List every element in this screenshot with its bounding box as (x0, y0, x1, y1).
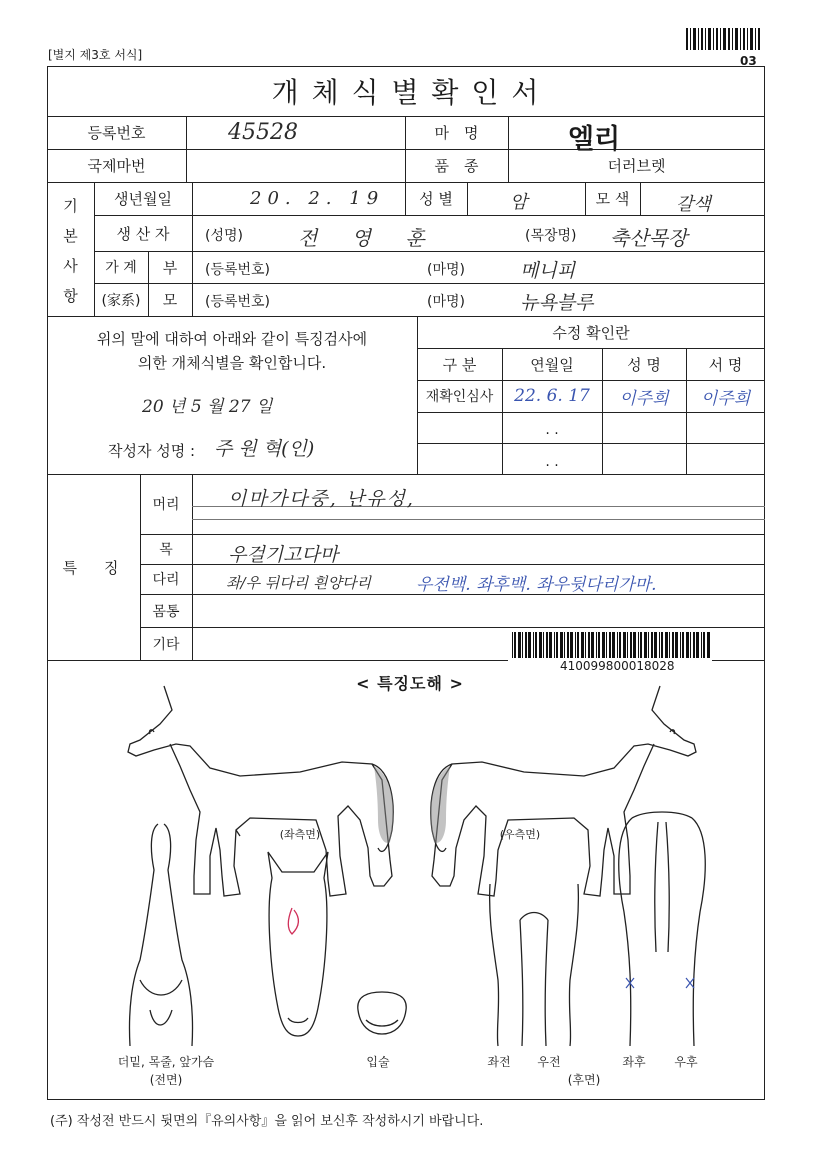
basic-label-char: 기 (63, 196, 78, 215)
barcode-bar (609, 632, 611, 658)
barcode-bar (703, 632, 705, 658)
barcode-bar (696, 632, 699, 658)
barcode-bar (707, 632, 710, 658)
barcode-bar (522, 632, 523, 658)
producer-name-label: (성명) (205, 228, 243, 244)
front-right-label: 우전 (537, 1054, 561, 1069)
basic-label-char: 항 (63, 286, 78, 305)
dam-name-value: 뉴욕블루 (520, 292, 594, 314)
producer-label: 생 산 자 (116, 224, 170, 243)
birth-label: 생년월일 (114, 190, 172, 208)
barcode-bar (543, 632, 544, 658)
barcode-bar (693, 632, 695, 658)
barcode-bar (648, 632, 649, 658)
barcode-bar (554, 632, 555, 658)
barcode-bar (690, 632, 691, 658)
top-barcode-graphic (686, 28, 760, 50)
diagram-title: < 특징도해 > (356, 673, 464, 693)
statement-line-2: 의한 개체식별을 확인합니다. (137, 353, 327, 372)
barcode-bar (556, 632, 558, 658)
barcode-bar (617, 632, 618, 658)
barcode-bar (602, 632, 605, 658)
rear-right-label: 우후 (674, 1054, 698, 1069)
basic-label-char: 본 (63, 226, 78, 245)
confirm-date: 20 년 5 월 27 일 (142, 397, 273, 417)
barcode-bar (549, 632, 552, 658)
barcode-bar (669, 632, 670, 658)
barcode-bar (539, 632, 542, 658)
revision-col-date: 연월일 (530, 355, 574, 374)
rear-left-label: 좌후 (622, 1054, 646, 1069)
barcode-bar (619, 632, 621, 658)
sire-name-value: 메니피 (520, 260, 576, 282)
birth-value: 20. 2. 19 (250, 188, 385, 209)
basic-section-label (47, 190, 94, 310)
statement-line-1: 위의 말에 대하여 아래와 같이 특징검사에 (96, 329, 368, 348)
footer-note: (주) 작성전 반드시 뒷면의『유의사항』을 읽어 보신후 작성하시기 바랍니다. (50, 1114, 484, 1129)
barcode-bar (680, 632, 681, 658)
lineage-label-1: 가 계 (105, 260, 137, 276)
barcode-bar (606, 632, 607, 658)
dam-label: 모 (162, 291, 178, 309)
lineage-label-2: (家系) (101, 292, 141, 309)
barcode-bar (623, 632, 626, 658)
barcode-bar (564, 632, 565, 658)
revision-row1-type: 재확인심사 (425, 389, 494, 405)
barcode-bar (682, 632, 684, 658)
revision-row3-date: . . (545, 454, 559, 470)
sire-label: 부 (162, 258, 178, 277)
form-title: 개 체 식 별 확 인 서 (271, 76, 541, 109)
barcode-number: 410099800018028 (560, 659, 675, 673)
barcode-bar (612, 632, 615, 658)
page-code: 03 (740, 54, 757, 68)
diagram-left-side-label: (좌측면) (279, 828, 321, 841)
revision-row1-name: 이주희 (619, 388, 669, 409)
barcode-bar (638, 632, 639, 658)
barcode-bar (661, 632, 663, 658)
body-label: 몸통 (152, 603, 180, 620)
horse-rear-outline (612, 812, 712, 1052)
leg-value-note: 좌/우 뒤다리 흰양다리 (226, 574, 372, 592)
sex-value: 암 (510, 192, 528, 213)
barcode-bar (577, 632, 579, 658)
barcode-bar (701, 632, 702, 658)
barcode-bar (533, 632, 534, 658)
barcode-bar (518, 632, 521, 658)
horse-name-value: 엘리 (568, 124, 621, 155)
writer-value: 주 원 혁(인) (214, 438, 315, 460)
horse-head-front-outline (258, 848, 338, 1048)
revision-title: 수정 확인란 (552, 323, 630, 342)
horse-front-legs-outline (484, 880, 584, 1050)
top-barcode (686, 28, 760, 50)
barcode-bar (560, 632, 563, 658)
barcode-bar (546, 632, 548, 658)
breed-value: 더러브렛 (607, 157, 666, 175)
barcode-bar (514, 632, 516, 658)
revision-row1-sign: 이주희 (700, 388, 751, 409)
horse-front-neck-outline (120, 820, 200, 1050)
leg-label: 다리 (152, 572, 180, 588)
neck-value: 우걸기고다마 (228, 544, 339, 566)
dam-name-label: (마명) (427, 294, 465, 310)
head-label: 머리 (152, 497, 180, 513)
barcode-bar (567, 632, 569, 658)
sire-regno-label: (등록번호) (205, 262, 271, 278)
ranch-label: (목장명) (525, 228, 577, 244)
reg-no-value: 45528 (228, 120, 298, 145)
barcode-bar (644, 632, 647, 658)
barcode-bar (633, 632, 636, 658)
revision-col-sign: 서 명 (708, 355, 743, 374)
other-label: 기타 (152, 636, 180, 653)
left-tail-shading (374, 766, 393, 843)
barcode-bar (630, 632, 632, 658)
barcode-bar (654, 632, 657, 658)
form-reference: [별지 제3호 서식] (48, 48, 143, 62)
ranch-value: 축산목장 (610, 226, 688, 250)
leg-value-blue: 우전백. 좌후백. 좌우뒷다리가마. (416, 575, 657, 595)
barcode-bar (627, 632, 628, 658)
barcode-graphic (512, 632, 716, 662)
barcode-bar (640, 632, 642, 658)
sire-name-label: (마명) (427, 262, 465, 278)
barcode-bar (581, 632, 584, 658)
front-view-label: (전면) (149, 1072, 183, 1087)
barcode-bar (659, 632, 660, 658)
barcode-bar (686, 632, 689, 658)
neck-label: 목 (159, 542, 173, 558)
diagram-right-side-label: (우측면) (499, 828, 541, 841)
horse-name-label: 마 명 (434, 124, 479, 142)
features-section-label: 특 징 (62, 558, 125, 577)
barcode-sticker (508, 630, 712, 674)
intl-no-label: 국제마번 (87, 157, 146, 175)
color-label: 모 색 (595, 190, 630, 208)
barcode-bar (512, 632, 513, 658)
barcode-bar (535, 632, 537, 658)
front-left-label: 좌전 (487, 1054, 511, 1069)
revision-row1-date: 22. 6. 17 (514, 386, 590, 406)
breed-label: 품 종 (434, 157, 479, 175)
barcode-bar (528, 632, 531, 658)
dam-regno-label: (등록번호) (205, 294, 271, 310)
basic-label-char: 사 (63, 256, 78, 275)
revision-row2-date: . . (545, 422, 559, 438)
sex-label: 성 별 (419, 190, 453, 208)
barcode-bar (675, 632, 678, 658)
front-caption: 더밑, 목줄, 앞가슴 (117, 1054, 215, 1069)
revision-col-name: 성 명 (627, 355, 661, 374)
face-marking (288, 908, 298, 934)
barcode-bar (525, 632, 527, 658)
barcode-bar (588, 632, 590, 658)
barcode-bar (651, 632, 653, 658)
head-value: 이마가다중, 난유성, (228, 488, 415, 510)
muzzle-label: 입술 (366, 1054, 390, 1069)
barcode-bar (591, 632, 594, 658)
barcode-bar (585, 632, 586, 658)
barcode-bar (665, 632, 668, 658)
producer-name-value: 전 영 훈 (298, 226, 439, 250)
rear-view-label: (후면) (567, 1072, 601, 1087)
barcode-bar (596, 632, 597, 658)
barcode-bar (575, 632, 576, 658)
reg-no-label: 등록번호 (87, 124, 146, 142)
writer-label: 작성자 성명 : (108, 442, 196, 460)
revision-col-type: 구 분 (442, 355, 477, 374)
barcode-bar (570, 632, 573, 658)
horse-muzzle-outline (352, 990, 412, 1040)
color-value: 갈색 (676, 194, 711, 215)
barcode-bar (598, 632, 600, 658)
barcode-bar (672, 632, 674, 658)
